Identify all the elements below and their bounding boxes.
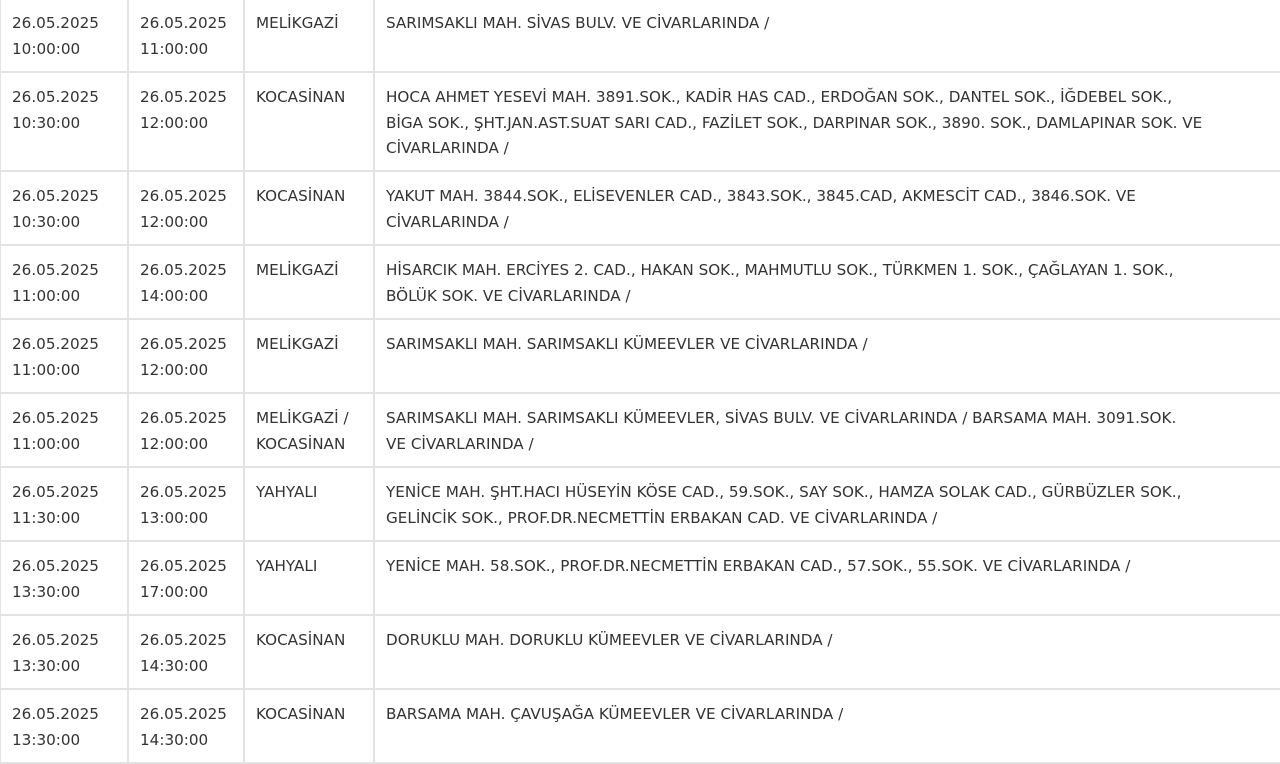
start-cell [0,245,128,319]
description-cell [374,467,1280,541]
district-name: KOCASİNAN [256,187,346,205]
district-cell [244,689,374,763]
district-name: KOCASİNAN [256,88,346,106]
start-date: 26.05.2025 [12,483,99,501]
end-time: 12:00:00 [140,360,209,379]
district-cell [244,72,374,171]
start-cell [0,319,128,393]
table-row [0,689,1280,763]
end-date: 26.05.2025 [140,261,227,279]
end-date: 26.05.2025 [140,631,227,649]
start-time: 11:00:00 [12,286,81,305]
description-cell [374,72,1280,171]
end-date: 26.05.2025 [140,705,227,723]
end-time: 14:00:00 [140,286,209,305]
end-cell [128,689,244,763]
start-time: 10:30:00 [12,212,81,231]
description-line: YENİCE MAH. 58.SOK., PROF.DR.NECMETTİN ERBAKAN CAD., 57.SOK., 55.SOK. VE CİVARLARINDA / [386,557,1131,575]
start-time: 11:30:00 [12,508,81,527]
table-row [0,245,1280,319]
end-cell [128,541,244,615]
description-cell [374,0,1280,72]
start-time: 11:00:00 [12,360,81,379]
end-date: 26.05.2025 [140,409,227,427]
district-name: KOCASİNAN [256,705,346,723]
description-cell [374,541,1280,615]
end-time: 13:00:00 [140,508,209,527]
table-row [0,467,1280,541]
district-name: KOCASİNAN [256,631,346,649]
start-time: 13:30:00 [12,582,81,601]
district-name: YAHYALI [256,483,318,501]
district-name: YAHYALI [256,557,318,575]
description-line: BARSAMA MAH. ÇAVUŞAĞA KÜMEEVLER VE CİVARLARINDA / [386,705,844,723]
start-date: 26.05.2025 [12,335,99,353]
start-time: 11:00:00 [12,434,81,453]
start-time: 13:30:00 [12,656,81,675]
description-line: YAKUT MAH. 3844.SOK., ELİSEVENLER CAD., 3843.SOK., 3845.CAD, AKMESCİT CAD., 3846.SOK. VE [386,187,1136,205]
description-line: CİVARLARINDA / [386,212,509,231]
start-date: 26.05.2025 [12,557,99,575]
start-date: 26.05.2025 [12,631,99,649]
end-cell [128,0,244,72]
district-cell [244,0,374,72]
end-cell [128,171,244,245]
description-line: BÖLÜK SOK. VE CİVARLARINDA / [386,286,631,305]
end-date: 26.05.2025 [140,335,227,353]
start-cell [0,541,128,615]
start-date: 26.05.2025 [12,705,99,723]
start-cell [0,615,128,689]
start-date: 26.05.2025 [12,187,99,205]
description-cell [374,245,1280,319]
end-date: 26.05.2025 [140,14,227,32]
description-line: HİSARCIK MAH. ERCİYES 2. CAD., HAKAN SOK., MAHMUTLU SOK., TÜRKMEN 1. SOK., ÇAĞLAYAN 1. SOK., [386,261,1174,279]
start-cell [0,171,128,245]
district-cell [244,393,374,467]
start-cell [0,689,128,763]
start-time: 13:30:00 [12,730,81,749]
district-name: MELİKGAZİ [256,335,339,353]
start-time: 10:30:00 [12,113,81,132]
end-cell [128,245,244,319]
end-date: 26.05.2025 [140,483,227,501]
district-cell [244,245,374,319]
start-cell [0,0,128,72]
table-row [0,171,1280,245]
end-cell [128,393,244,467]
start-cell [0,72,128,171]
start-date: 26.05.2025 [12,88,99,106]
district-name: MELİKGAZİ [256,261,339,279]
district-cell [244,541,374,615]
end-time: 14:30:00 [140,656,209,675]
table-row [0,541,1280,615]
end-time: 14:30:00 [140,730,209,749]
description-line: SARIMSAKLI MAH. SİVAS BULV. VE CİVARLARINDA / [386,14,770,32]
description-line: VE CİVARLARINDA / [386,434,534,453]
end-time: 12:00:00 [140,113,209,132]
start-cell [0,393,128,467]
table-row [0,615,1280,689]
start-cell [0,467,128,541]
start-date: 26.05.2025 [12,14,99,32]
description-cell [374,319,1280,393]
end-date: 26.05.2025 [140,557,227,575]
description-line: SARIMSAKLI MAH. SARIMSAKLI KÜMEEVLER VE CİVARLARINDA / [386,335,868,353]
description-cell [374,171,1280,245]
end-cell [128,467,244,541]
description-cell [374,393,1280,467]
table-row [0,319,1280,393]
end-cell [128,319,244,393]
table-row [0,0,1280,72]
start-date: 26.05.2025 [12,409,99,427]
district-name: MELİKGAZİ [256,14,339,32]
description-line: SARIMSAKLI MAH. SARIMSAKLI KÜMEEVLER, SİVAS BULV. VE CİVARLARINDA / BARSAMA MAH. 3091.SOK. [386,409,1177,427]
district-cell [244,467,374,541]
description-line: YENİCE MAH. ŞHT.HACI HÜSEYİN KÖSE CAD., 59.SOK., SAY SOK., HAMZA SOLAK CAD., GÜRBÜZLER SOK., [386,483,1182,501]
table-row [0,72,1280,171]
description-line: HOCA AHMET YESEVİ MAH. 3891.SOK., KADİR HAS CAD., ERDOĞAN SOK., DANTEL SOK., İĞDEBEL SOK., [386,88,1173,106]
end-time: 12:00:00 [140,212,209,231]
end-cell [128,615,244,689]
description-line: DORUKLU MAH. DORUKLU KÜMEEVLER VE CİVARLARINDA / [386,631,833,649]
district-cell [244,171,374,245]
end-date: 26.05.2025 [140,88,227,106]
start-time: 10:00:00 [12,39,81,58]
start-date: 26.05.2025 [12,261,99,279]
end-time: 12:00:00 [140,434,209,453]
description-cell [374,615,1280,689]
description-line: BİGA SOK., ŞHT.JAN.AST.SUAT SARI CAD., FAZİLET SOK., DARPINAR SOK., 3890. SOK., DAMLAPINAR SOK. VE [386,113,1203,132]
description-line: CİVARLARINDA / [386,139,509,158]
description-cell [374,689,1280,763]
district-cell [244,319,374,393]
end-time: 11:00:00 [140,39,209,58]
end-date: 26.05.2025 [140,187,227,205]
district-cell [244,615,374,689]
description-line: GELİNCİK SOK., PROF.DR.NECMETTİN ERBAKAN CAD. VE CİVARLARINDA / [386,508,938,527]
end-cell [128,72,244,171]
end-time: 17:00:00 [140,582,209,601]
table-row [0,393,1280,467]
district-name: KOCASİNAN [256,434,346,453]
district-name: MELİKGAZİ / [256,409,349,427]
